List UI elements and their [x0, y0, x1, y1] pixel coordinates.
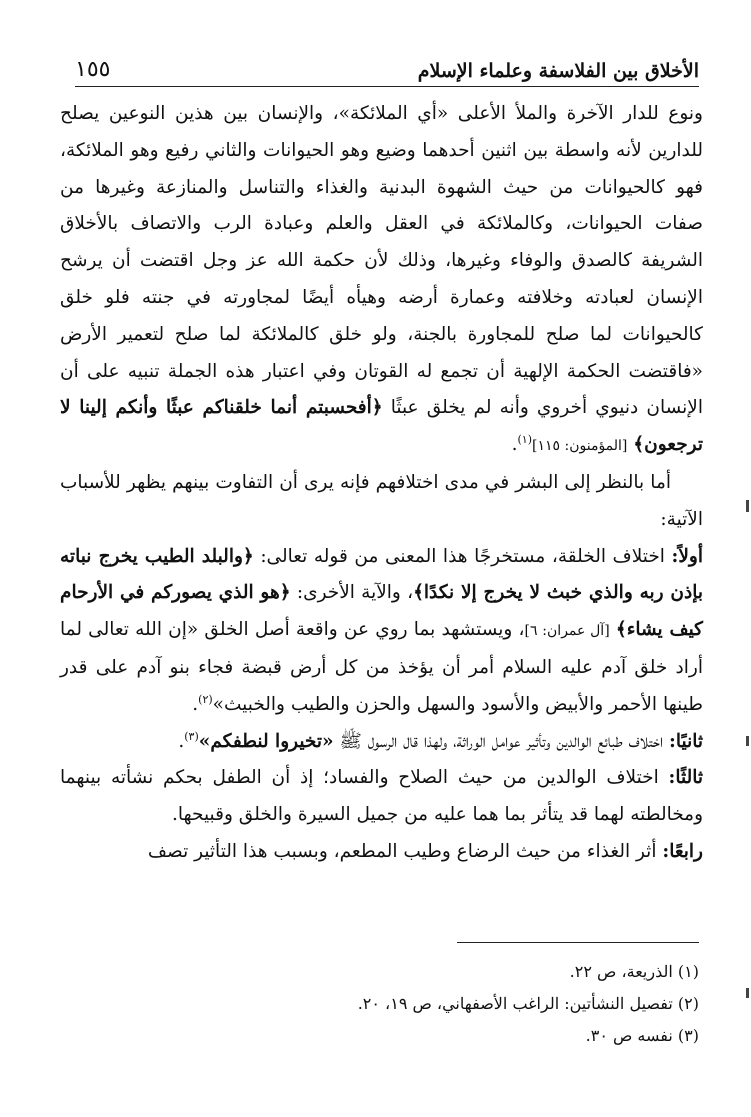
section-label: ثانيًا: [669, 730, 703, 752]
paragraph-5: ثالثًا: اختلاف الوالدين من حيث الصلاح والفساد؛ إذ أن الطفل بحكم نشأته بينهما ومخالطته لهما قد يتأثر بما هما عليه من جميل السيرة والخلق وقبيحها. [60, 767, 703, 826]
quran-verse: ﴿أفحسبتم أنما خلقناكم عبثًا وأنكم إلينا لا ترجعون﴾ [60, 397, 703, 456]
running-header [75, 50, 699, 87]
margin-tick [746, 736, 749, 746]
footnote-1: (١) الذريعة، ص ٢٢. [569, 962, 699, 981]
paragraph-4: ثانيًا: اختلاف طبائع الوالدين وتأثير عوامل الوراثة، ولهذا قال الرسول ﷺ «تخيروا لنطفكم»$^{(٣)}$. [178, 729, 703, 752]
footnote-3: (٣) نفسه ص ٣٠. [585, 1026, 699, 1045]
paragraph-3: أولاً: اختلاف الخلقة، مستخرجًا هذا المعنى من قوله تعالى: ﴿والبلد الطيب يخرج نباته بإذن ربه والذي خبث لا يخرج إلا نكدًا﴾، والآية الأخرى: ﴿هو الذي يصوركم في الأرحام كيف يشاء﴾ [آل عمران: ٦]، ويستشهد بما روي عن واقعة أصل الخلق «إن الله تعالى لما أراد خلق آدم عليه السلام أمر أن يؤخذ من كل أرض قبضة فجاء بنو آدم على قدر طينها الأحمر والأبيض والأسود والسهل والحزن والطيب والخبيث»$^{(٢)}$. [60, 545, 703, 715]
footnote-divider [457, 942, 699, 943]
section-label: ثالثًا: [668, 767, 703, 789]
section-label: رابعًا: [662, 840, 703, 862]
margin-tick [746, 988, 749, 998]
footnote-marker: (١) [517, 433, 533, 447]
paragraph-1: ونوع للدار الآخرة والملأ الأعلى «أي الملائكة»، والإنسان بين هذين النوعين يصلح للدارين لأنه واسطة بين اثنين أحدهما وضيع وهو الحيوانات والثاني رفيع وهو الملائكة، فهو كالحيوانات من حيث الشهوة البدنية والغذاء والتناسل والمنازعة وغيرها من صفات الحيوانات، وكالملائكة في العقل والعلم وعبادة الرب والاتصاف بالأخلاق الشريفة كالصدق والوفاء وغيرها، وذلك لأن حكمة الله عز وجل اقتضت أن يرشح الإنسان لعبادته وخلافته وعمارة أرضه وهيأه أيضًا لمجاورته في جنته فلو خلق كالحيوانات لما صلح للمجاورة بالجنة، ولو خلق كالملائكة لما صلح لتعمير الأرض «فاقتضت الحكمة الإلهية أن تجمع له القوتان وفي اعتبار هذه الجملة تنبيه على أن الإنسان دنيوي أخروي وأنه لم يخلق عبثًا ﴿أفحسبتم أنما خلقناكم عبثًا وأنكم إلينا لا ترجعون﴾ [المؤمنون: ١١٥]$^{(١)}$. [60, 103, 703, 456]
paragraph-6: رابعًا: أثر الغذاء من حيث الرضاع وطيب المطعم، وبسبب هذا التأثير تصف [147, 840, 703, 862]
paragraph-2: أما بالنظر إلى البشر في مدى اختلافهم فإنه يرى أن التفاوت بينهم يظهر للأسباب الآتية: [60, 471, 703, 530]
quran-verse: ﴿والبلد الطيب يخرج نباته بإذن ربه والذي خبث لا يخرج إلا نكدًا﴾ [60, 545, 703, 604]
margin-tick [746, 500, 749, 512]
verse-reference: [آل عمران: ٦] [524, 623, 610, 640]
footnote-2: (٢) تفصيل النشأتين: الراغب الأصفهاني، ص ١٩، ٢٠. [357, 994, 699, 1013]
footnote-marker: (٣) [184, 729, 199, 743]
running-title: الأخلاق بين الفلاسفة وعلماء الإسلام [417, 60, 699, 82]
footnote-marker: (٢) [198, 692, 213, 706]
verse-reference: [المؤمنون: ١١٥] [532, 438, 628, 455]
hadith-quote: «تخيروا لنطفكم» [198, 730, 334, 752]
quran-verse: ﴿هو الذي يصوركم في الأرحام كيف يشاء﴾ [60, 582, 703, 641]
section-label: أولاً: [671, 545, 703, 567]
body-text [60, 96, 703, 871]
footnotes [60, 956, 699, 1052]
page-number: ١٥٥ [75, 57, 111, 82]
